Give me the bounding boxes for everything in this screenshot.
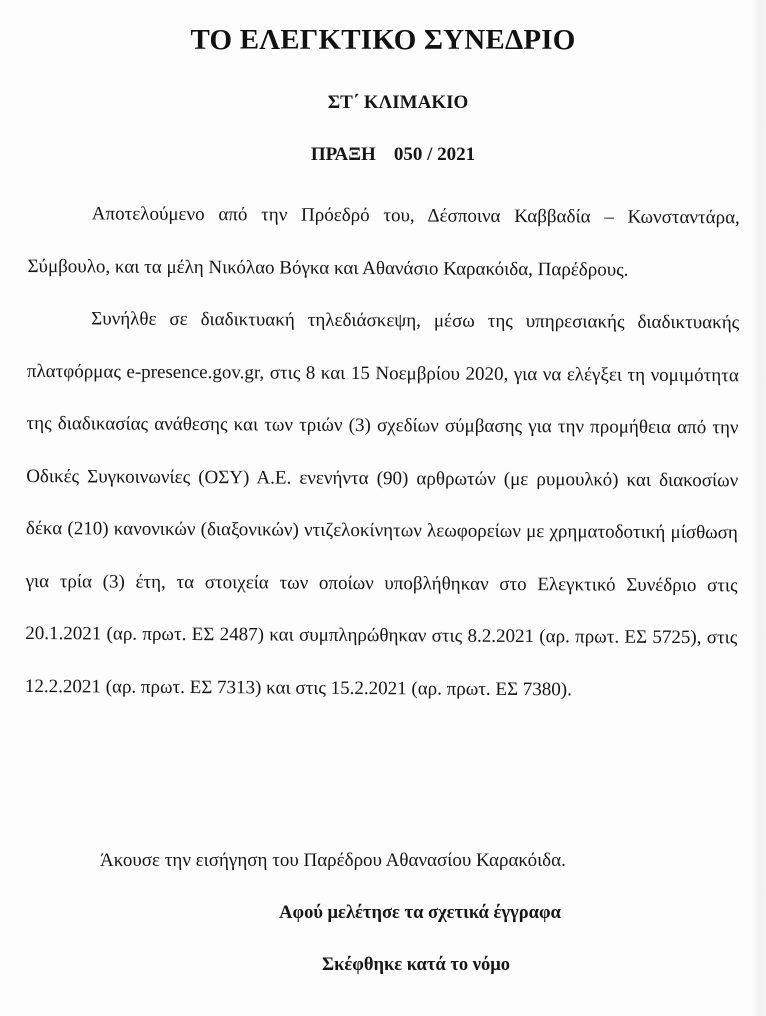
session-paragraph: Συνήλθε σε διαδικτυακή τηλεδιάσκεψη, μέσω της υπηρεσιακής διαδικτυακής πλατφόρμας e-presence.gov.gr, στις 8 και 15 Νοεμβρίου 2020, για να ελέγξει τη νομιμότητα της διαδικασίας ανάθεσης και των τριών (3) σχεδίων σύμβασης για την προμήθεια από την Οδικές Συγκοινωνίες (ΟΣΥ) Α.Ε. ενενήντα (90) αρθρωτών (με ρυμουλκό) και διακοσίων δέκα (210) κανονικών (διαξονικών) ντιζελοκίνητων λεωφορείων με χρηματοδοτική μίσθωση για τρία (3) έτη, τα στοιχεία των οποίων υποβλήθηκαν στο Ελεγκτικό Συνέδριο στις 20.1.2021 (αρ. πρωτ. ΕΣ 2487) και συμπληρώθηκαν στις 8.2.2021 (αρ. πρωτ. ΕΣ 5725), στις 12.2.2021 (αρ. πρωτ. ΕΣ 7313) και στις 15.2.2021 (αρ. πρωτ. ΕΣ 7380). [24, 308, 740, 700]
chamber-heading [0, 92, 766, 114]
thought-statement: Σκέφθηκε κατά το νόμο [322, 955, 510, 975]
composition-paragraph: Αποτελούμενο από την Πρόεδρό του, Δέσποινα Καββαδία – Κωνσταντάρα, Σύμβουλο, και τα μέλη Νικόλαο Βόγκα και Αθανάσιο Καρακόιδα, Παρέδρους. [27, 203, 740, 281]
document-body [25, 188, 740, 717]
considered-statement: Αφού μελέτησε τα σχετικά έγγραφα [279, 903, 561, 923]
act-label: ΠΡΑΞΗ [310, 144, 376, 165]
act-number: 050 / 2021 [393, 144, 476, 165]
chamber-label: ΣΤ΄ ΚΛΙΜΑΚΙΟ [327, 92, 469, 113]
document-title: ΤΟ ΕΛΕΓΚΤΙΚΟ ΣΥΝΕΔΡΙΟ [190, 24, 576, 56]
heard-statement: Άκουσε την εισήγηση του Παρέδρου Αθανασίου Καρακόιδα. [100, 850, 566, 871]
act-heading [0, 144, 766, 166]
